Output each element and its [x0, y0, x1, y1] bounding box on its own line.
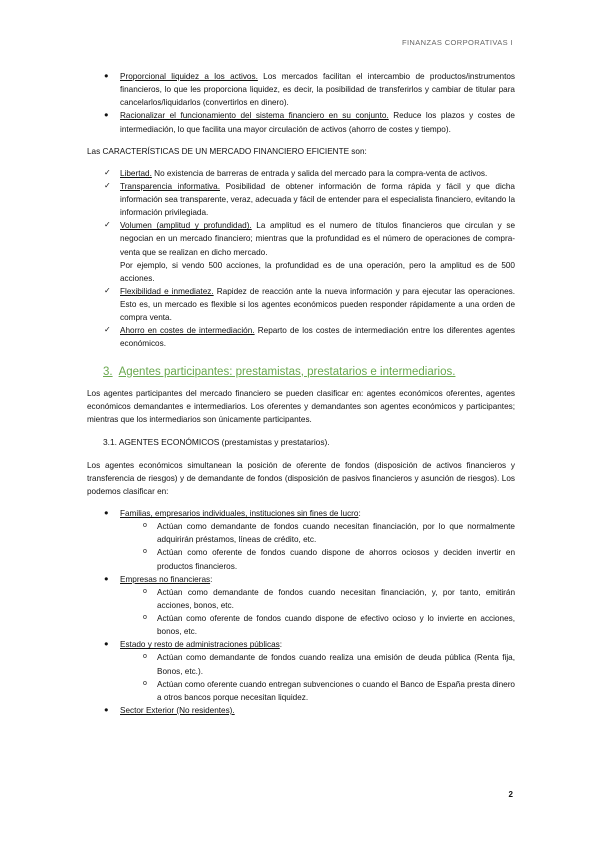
- list-item: [87, 167, 515, 180]
- characteristics-list: [87, 167, 515, 351]
- sub-list-item: [87, 546, 515, 572]
- characteristics-heading: Las CARACTERÍSTICAS DE UN MERCADO FINANCIERO EFICIENTE son:: [87, 146, 367, 156]
- list-item: [87, 70, 515, 109]
- bullet-icon: ●: [104, 573, 109, 583]
- list-item: [87, 180, 515, 219]
- item-text: Reparto de los costes de intermediación entre los diferentes agentes económicos.: [120, 326, 516, 349]
- subsection-title: 3.1. AGENTES ECONÓMICOS (prestamistas y prestatarios).: [103, 437, 330, 448]
- list-item: [87, 507, 515, 520]
- agents-list: [87, 507, 515, 717]
- top-bullet-list: [87, 70, 515, 136]
- bullet-icon: ●: [104, 704, 109, 714]
- agent-label: Estado y resto de administraciones públicas: [120, 640, 280, 650]
- sub-list-item: [87, 678, 515, 704]
- bullet-icon: ●: [104, 639, 109, 649]
- section-title-text: Agentes participantes: prestamistas, prestatarios e intermediarios.: [118, 365, 456, 378]
- circle-bullet-icon: o: [143, 614, 147, 622]
- sub-item-text: Actúan como oferente de fondos cuando dispone de ahorros ociosos y deciden invertir en productos financieros.: [157, 548, 515, 571]
- bullet-icon: ●: [104, 71, 109, 80]
- bullet-icon: ●: [104, 508, 109, 518]
- check-icon: ✓: [104, 325, 111, 335]
- agent-suffix: :: [210, 574, 213, 584]
- bullet-icon: ●: [104, 110, 109, 120]
- sub-list-item: [87, 586, 515, 612]
- item-text: Rapidez de reacción ante la nueva información y para ejecutar las operaciones. Esto es, un mercado es flexible si los agentes económicos pueden responder rápidamente a una orden de compra venta.: [120, 286, 515, 323]
- check-icon: ✓: [104, 220, 111, 230]
- agent-suffix: :: [279, 640, 283, 650]
- list-item: [87, 285, 515, 324]
- check-icon: ✓: [104, 167, 111, 177]
- section-number: 3.: [103, 365, 113, 378]
- sub-item-text: Actúan como oferente cuando entregan subvenciones o cuando el Banco de España presta dinero a otros bancos porque necesitan liquidez.: [157, 679, 515, 702]
- item-lead: Libertad.: [120, 168, 152, 178]
- check-icon: ✓: [104, 285, 111, 295]
- page-number: 2: [508, 790, 513, 799]
- item-lead: Proporcional liquidez a los activos.: [120, 72, 258, 81]
- list-item: [87, 109, 515, 135]
- sub-list-item: [87, 520, 515, 546]
- agent-label: Sector Exterior (No residentes).: [120, 705, 235, 715]
- item-text: Posibilidad de obtener información de forma rápida y fácil y que dicha información sea transparente, veraz, adecuada y fácil de entender para el especialista financiero, evitando la información privilegiada.: [120, 181, 515, 218]
- circle-bullet-icon: o: [143, 679, 147, 687]
- list-item: [87, 704, 515, 717]
- sub-item-text: Actúan como demandante de fondos cuando necesitan financiación, y, por tanto, emitirán acciones, bonos, etc.: [157, 587, 515, 610]
- sub-item-text: Actúan como demandante de fondos cuando necesitan financiación, por lo que normalmente adquirirán préstamos, líneas de crédito, etc.: [157, 522, 515, 545]
- list-item: [87, 219, 515, 285]
- item-text: La amplitud es el numero de títulos financieros que circulan y se negocian en un mercado financiero; mientras que la profundidad es el número de operaciones de compra-venta que se realizan en dicho mercado.: [120, 221, 515, 257]
- section-paragraph: Los agentes participantes del mercado financiero se pueden clasificar en: agentes económicos oferentes, agentes económicos demandantes e intermediarios. Los oferentes y demandantes son agentes económicos y participantes; mientras que los intermediarios son únicamente participantes.: [87, 388, 515, 425]
- circle-bullet-icon: o: [143, 653, 147, 661]
- sub-item-text: Actúan como oferente de fondos cuando dispone de efectivo ocioso y lo invierte en acciones, bonos, etc.: [157, 614, 515, 637]
- sub-item-text: Actúan como demandante de fondos cuando realiza una emisión de deuda pública (Renta fija, Bonos, etc.).: [157, 653, 515, 676]
- circle-bullet-icon: o: [143, 522, 147, 530]
- item-example: Por ejemplo, si vendo 500 acciones, la profundidad es de una operación, pero la amplitud es de 500 acciones.: [120, 260, 515, 283]
- check-icon: ✓: [104, 180, 111, 190]
- item-text: Los mercados facilitan el intercambio de productos/instrumentos financieros, lo que les proporciona liquidez, es decir, la posibilidad de transferirlos y cambiar de titular para cancelarlos/liquidarlos (convertirlos en dinero).: [120, 72, 515, 108]
- list-item: [87, 573, 515, 586]
- agent-label: Familias, empresarios individuales, instituciones sin fines de lucro: [120, 509, 359, 519]
- item-lead: Ahorro en costes de intermediación.: [120, 326, 255, 336]
- item-lead: Flexibilidad e inmediatez.: [120, 286, 214, 296]
- running-header: FINANZAS CORPORATIVAS I: [401, 38, 513, 47]
- item-lead: Transparencia informativa.: [120, 181, 220, 191]
- item-text: Reduce los plazos y costes de intermediación, lo que facilita una mayor circulación de activos (ahorro de costes y tiempo).: [120, 111, 515, 134]
- circle-bullet-icon: o: [143, 548, 147, 556]
- circle-bullet-icon: o: [143, 587, 147, 595]
- page-body: [87, 70, 515, 717]
- agent-suffix: :: [358, 509, 361, 519]
- subsection-paragraph: Los agentes económicos simultanean la posición de oferente de fondos (disposición de activos financieros y transferencia de riesgos) y de demandante de fondos (disposición de pasivos financieros y asunción de riesgos). Los podemos clasificar en:: [87, 460, 515, 496]
- sub-list-item: [87, 651, 515, 677]
- item-text: No existencia de barreras de entrada y salida del mercado para la compra-venta de activos.: [151, 168, 488, 178]
- section-title: [103, 363, 515, 381]
- sub-list-item: [87, 612, 515, 638]
- item-lead: Volumen (amplitud y profundidad).: [120, 221, 252, 231]
- list-item: [87, 324, 515, 350]
- list-item: [87, 638, 515, 651]
- item-lead: Racionalizar el funcionamiento del sistema financiero en su conjunto.: [120, 111, 389, 121]
- agent-label: Empresas no financieras: [120, 574, 211, 584]
